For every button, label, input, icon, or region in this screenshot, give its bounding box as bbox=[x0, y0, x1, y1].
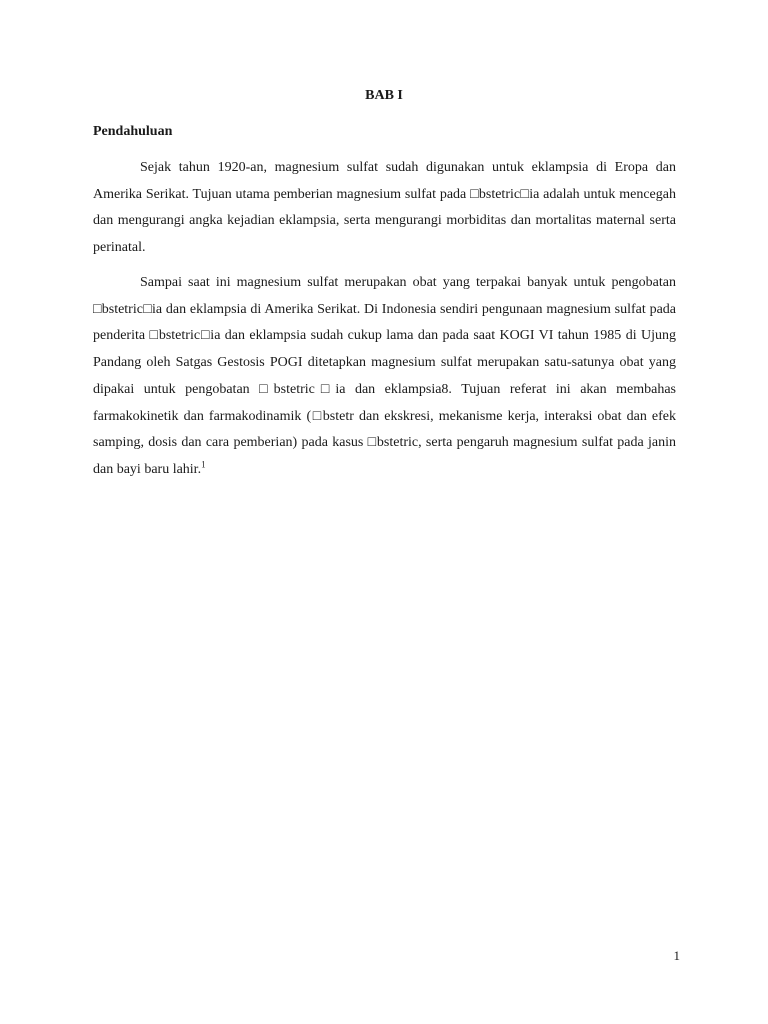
paragraph-1 bbox=[93, 155, 676, 262]
footnote-reference: 1 bbox=[201, 459, 206, 470]
paragraph-2-text: Sampai saat ini magnesium sulfat merupakan obat yang terpakai banyak untuk pengobatan □bstetric□ia dan eklampsia di Amerika Serikat. Di Indonesia sendiri pengunaan magnesium sulfat pada penderita □bstetric□ia dan eklampsia sudah cukup lama dan pada saat KOGI VI tahun 1985 di Ujung Pandang oleh Satgas Gestosis POGI ditetapkan magnesium sulfat merupakan satu-satunya obat yang dipakai untuk pengobatan □bstetric□ia dan eklampsia8. Tujuan referat ini akan membahas farmakokinetik dan farmakodinamik (□bstetr dan ekskresi, mekanisme kerja, interaksi obat dan efek samping, dosis dan cara pemberian) pada kasus □bstetric, serta pengaruh magnesium sulfat pada janin dan bayi baru lahir. bbox=[93, 275, 676, 477]
paragraph-2 bbox=[93, 270, 676, 484]
page-number: 1 bbox=[673, 948, 680, 963]
chapter-title: BAB I bbox=[365, 88, 403, 103]
paragraph-1-text: Sejak tahun 1920-an, magnesium sulfat sudah digunakan untuk eklampsia di Eropa dan Amerika Serikat. Tujuan utama pemberian magnesium sulfat pada □bstetric□ia adalah untuk mencegah dan mengurangi angka kejadian eklampsia, serta mengurangi morbiditas dan mortalitas maternal serta perinatal. bbox=[93, 160, 676, 256]
section-title: Pendahuluan bbox=[93, 124, 173, 139]
